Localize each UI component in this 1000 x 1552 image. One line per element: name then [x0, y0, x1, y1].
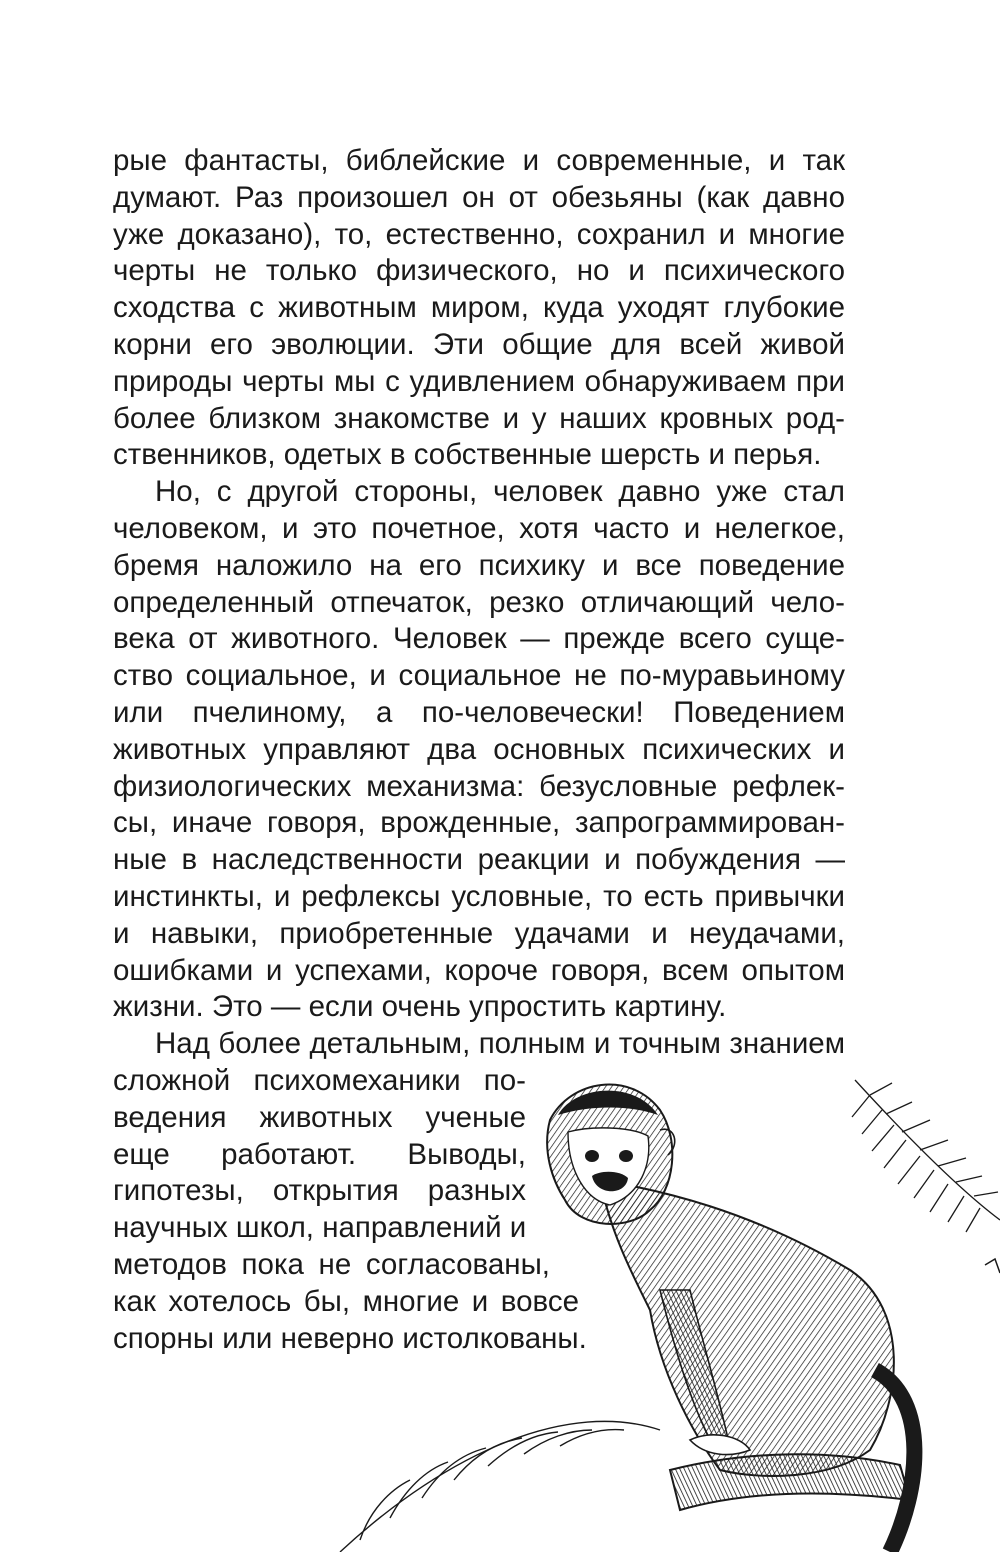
text-line: гипотезы, открытия разных	[113, 1174, 526, 1208]
text-line: методов пока не согласованы,	[113, 1247, 550, 1281]
text-line: ведения животных ученые	[113, 1100, 526, 1134]
text-line: еще работают. Выводы,	[113, 1137, 526, 1171]
text-line: бремя наложило на его психику и все поведение	[113, 548, 845, 582]
text-line: корни его эволюции. Эти общие для всей живой	[113, 327, 845, 361]
text-line: научных школ, направлений и	[113, 1211, 527, 1245]
text-line: природы черты мы с удивлением обнаруживаем при	[113, 364, 845, 398]
text-line: века от животного. Человек — прежде всего суще-	[113, 622, 845, 656]
text-line: или пчелиному, а по-человечески! Поведением	[113, 695, 845, 729]
palm-leaf-top	[852, 1080, 1000, 1232]
text-line: Над более детальным, полным и точным знанием	[155, 1027, 845, 1061]
text-line: думают. Раз произошел он от обезьяны (как давно	[113, 180, 845, 214]
text-line: человеком, и это почетное, хотя часто и нелегкое,	[113, 511, 845, 545]
text-line: спорны или неверно истолкованы.	[113, 1321, 587, 1355]
text-line: черты не только физического, но и психического	[113, 254, 845, 288]
paragraph-1	[113, 143, 845, 474]
monkey-eye-right	[619, 1150, 633, 1162]
paragraph-2	[113, 474, 845, 1026]
text-line: физиологических механизма: безусловные рефлек-	[113, 769, 845, 803]
monkey-eye-left	[585, 1150, 599, 1162]
text-line: сложной психомеханики по-	[113, 1063, 526, 1097]
text-line: и навыки, приобретенные удачами и неудачами,	[113, 916, 845, 950]
text-line: как хотелось бы, многие и вовсе	[113, 1284, 579, 1318]
text-line: более близком знакомстве и у наших кровных род-	[113, 401, 845, 435]
text-line: Но, с другой стороны, человек давно уже стал	[155, 475, 845, 509]
text-line: жизни. Это — если очень упростить картину.	[113, 990, 727, 1024]
text-line: сходства с животным миром, куда уходят глубокие	[113, 291, 845, 325]
text-line: ные в наследственности реакции и побуждения —	[113, 843, 845, 877]
text-line: определенный отпечаток, резко отличающий чело-	[113, 585, 845, 619]
text-line: ство социальное, и социальное не по-муравьиному	[113, 659, 845, 693]
leaf-tip-right	[985, 1259, 1000, 1273]
palm-leaf-bottom	[340, 1421, 660, 1552]
text-line: инстинкты, и рефлексы условные, то есть привычки	[113, 879, 845, 913]
monkey-illustration	[330, 1070, 1000, 1552]
text-line: сы, иначе говоря, врожденные, запрограммирован-	[113, 806, 845, 840]
text-line: рые фантасты, библейские и современные, и так	[113, 144, 845, 177]
text-line: ошибками и успехами, короче говоря, всем опытом	[113, 953, 845, 987]
text-line: уже доказано), то, естественно, сохранил и многие	[113, 217, 845, 251]
text-line: животных управляют два основных психических и	[113, 732, 845, 766]
monkey-body	[600, 1180, 894, 1476]
text-line: ственников, одетых в собственные шерсть и перья.	[113, 438, 822, 472]
